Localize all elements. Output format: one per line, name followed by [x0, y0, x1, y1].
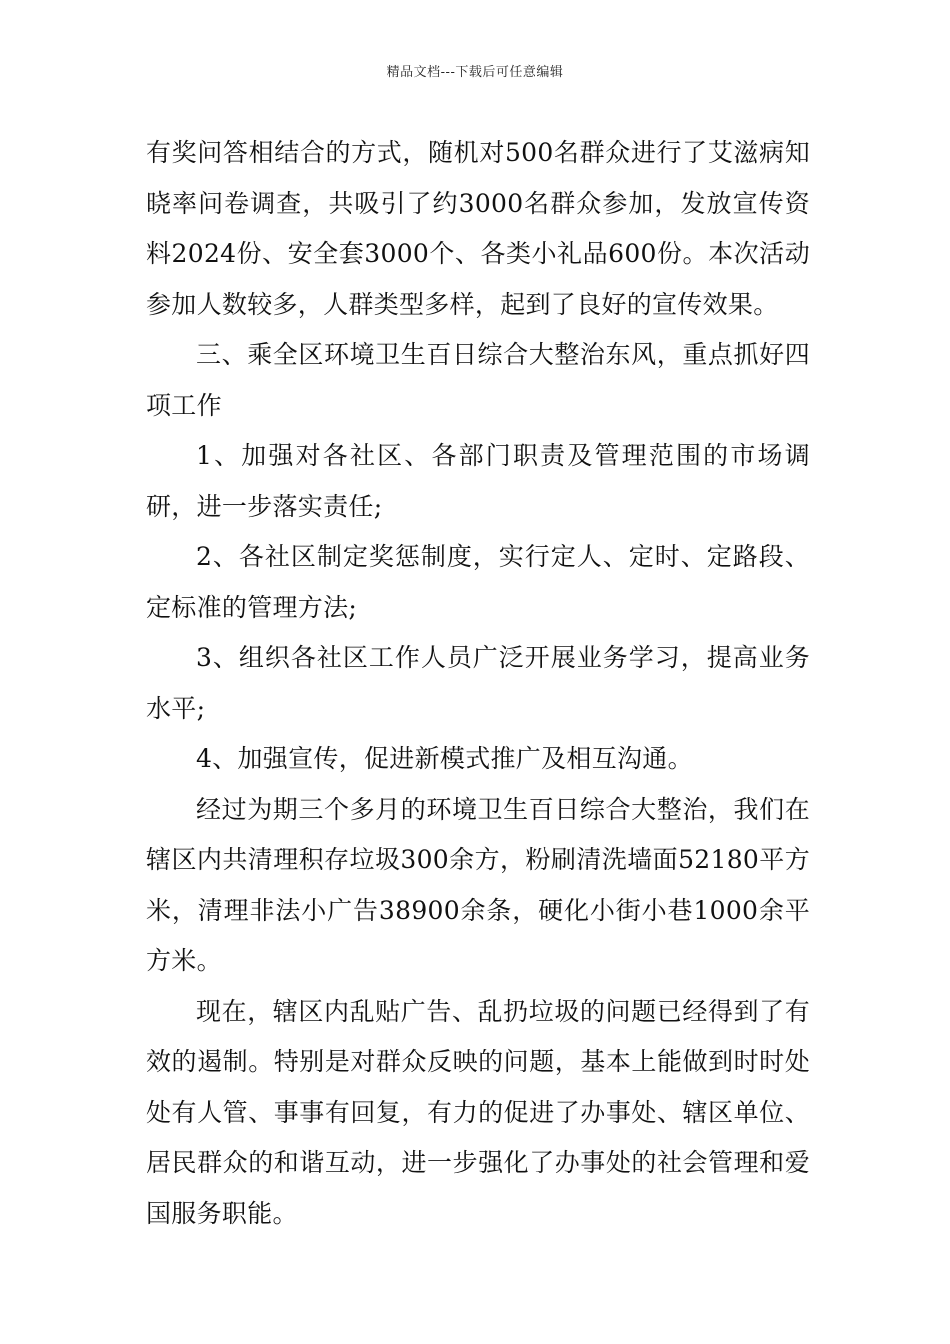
- page-header: 精品文档---下载后可任意编辑: [386, 65, 564, 80]
- section-heading-three: 三、乘全区环境卫生百日综合大整治东风，重点抓好四项工作: [146, 340, 810, 420]
- paragraph-continuation: 有奖问答相结合的方式，随机对500名群众进行了艾滋病知晓率问卷调查，共吸引了约3000名群众参加，发放宣传资料2024份、安全套3000个、各类小礼品600份。本次活动参加人数较多，人群类型多样，起到了良好的宣传效果。: [146, 138, 810, 319]
- list-item-1: 1、加强对各社区、各部门职责及管理范围的市场调研，进一步落实责任;: [146, 441, 810, 521]
- list-item-4: 4、加强宣传，促进新模式推广及相互沟通。: [196, 744, 693, 773]
- list-item-3: 3、组织各社区工作人员广泛开展业务学习，提高业务水平;: [146, 643, 810, 723]
- document-body: [146, 128, 810, 1239]
- list-item-2: 2、各社区制定奖惩制度，实行定人、定时、定路段、定标准的管理方法;: [146, 542, 810, 622]
- paragraph-conclusion: 现在，辖区内乱贴广告、乱扔垃圾的问题已经得到了有效的遏制。特别是对群众反映的问题，基本上能做到时时处处有人管、事事有回复，有力的促进了办事处、辖区单位、居民群众的和谐互动，进一步强化了办事处的社会管理和爱国服务职能。: [146, 996, 810, 1228]
- paragraph-results: 经过为期三个多月的环境卫生百日综合大整治，我们在辖区内共清理积存垃圾300余方，粉刷清洗墙面52180平方米，清理非法小广告38900余条，硬化小街小巷1000余平方米。: [146, 794, 810, 975]
